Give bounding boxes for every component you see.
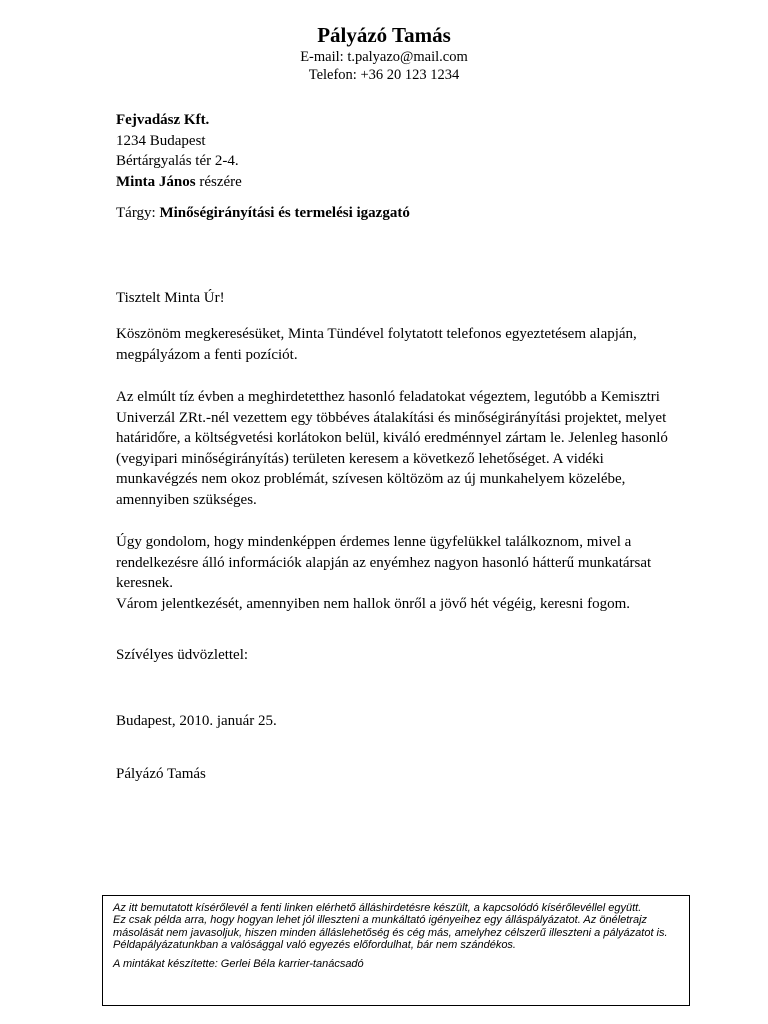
disclaimer-box xyxy=(102,895,690,1006)
salutation: Tisztelt Minta Úr! xyxy=(116,290,225,306)
paragraph-intro: Köszönöm megkeresésüket, Minta Tündével folytatott telefonos egyeztetésem alapján, megpályázom a fenti pozíciót. xyxy=(116,326,637,363)
recipient-company: Fejvadász Kft. xyxy=(116,112,210,128)
sender-email: E-mail: t.palyazo@mail.com xyxy=(300,49,468,65)
disclaimer-line: Ez csak példa arra, hogy hogyan lehet jól illeszteni a munkáltató igényeihez egy álláspályázatot. Az önéletrajz másolását nem javasoljuk, hiszen minden álláslehetőség és cég más, amelyhez célszerű illeszteni a pályázatot is. xyxy=(113,914,668,939)
subject-value: Minőségirányítási és termelési igazgató xyxy=(159,205,410,221)
recipient-contact xyxy=(116,172,676,193)
subject-label: Tárgy: xyxy=(116,205,160,221)
signature: Pályázó Tamás xyxy=(116,766,206,782)
sender-phone: Telefon: +36 20 123 1234 xyxy=(308,67,460,83)
disclaimer-credit: A mintákat készítette: Gerlei Béla karrier-tanácsadó xyxy=(113,958,364,971)
paragraph-followup: Várom jelentkezését, amennyiben nem hallok önről a jövő hét végéig, keresni fogom. xyxy=(116,595,631,612)
paragraph-closing-group xyxy=(116,532,676,614)
subject-line xyxy=(116,203,676,224)
closing: Szívélyes üdvözlettel: xyxy=(116,647,249,663)
recipient-address xyxy=(116,110,676,192)
disclaimer-line: Példapályázatunkban a valósággal való egyezés előfordulhat, bár nem szándékos. xyxy=(113,938,516,951)
place-date: Budapest, 2010. január 25. xyxy=(116,713,277,729)
recipient-contact-name: Minta János xyxy=(116,173,196,190)
paragraph-experience: Az elmúlt tíz évben a meghirdetetthez hasonló feladatokat végeztem, legutóbb a Kemisztri Univerzál ZRt.-nél vezettem egy többéves átalakítási és minőségirányítási projektet, melyet határidőre, a költségvetési korlátokon belül, kiváló eredménnyel zártam le. Jelenleg hasonló (vegyipari minőségirányítás) területen keresem a következő lehetőséget. A vidéki munkavégzés nem okoz problémát, szívesen költözöm az új munkahelyem közelébe, amennyiben szükséges. xyxy=(116,389,668,508)
letter-header xyxy=(0,22,768,84)
disclaimer-spacer xyxy=(113,951,679,958)
recipient-contact-suffix: részére xyxy=(195,173,242,190)
disclaimer-line: Az itt bemutatott kísérőlevél a fenti linken elérhető álláshirdetésre készült, a kapcsolódó kísérőlevéllel együtt. xyxy=(113,902,642,914)
paragraph-meeting: Úgy gondolom, hogy mindenképpen érdemes lenne ügyfelükkel találkoznom, mivel a rendelkezésre álló információk alapján az enyémhez nagyon hasonló hátterű munkatársat keresnek. xyxy=(116,534,652,591)
sender-name: Pályázó Tamás xyxy=(317,23,451,47)
recipient-street: Bértárgyalás tér 2-4. xyxy=(116,153,239,169)
recipient-city: 1234 Budapest xyxy=(116,132,206,149)
